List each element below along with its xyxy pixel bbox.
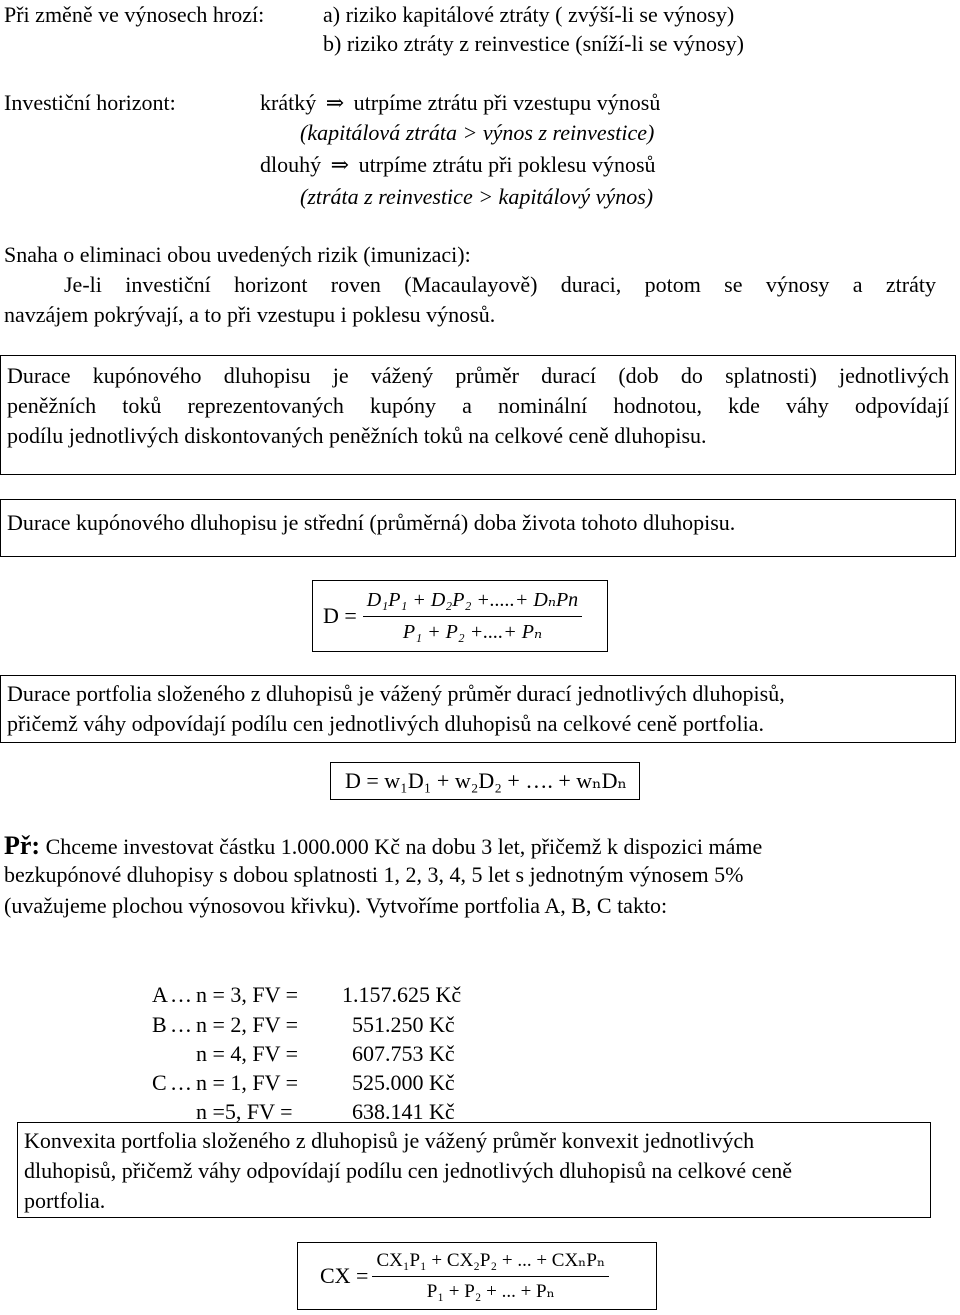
portfolio-duration-line2: přičemž váhy odpovídají podílu cen jednotlivých dluhopisů na celkové ceně portfolia.	[7, 711, 764, 736]
portfolio-ellipsis: …	[170, 981, 192, 1007]
example-line1-text: Chceme investovat částku 1.000.000 Kč na dobu 3 let, přičemž k dispozici máme	[40, 834, 763, 859]
portfolio-duration-box	[0, 675, 956, 743]
portfolio-value: 638.141 Kč	[352, 1098, 455, 1124]
duration-formula-fraction	[363, 587, 582, 646]
convexity-formula-lhs: CX =	[320, 1263, 369, 1289]
example-line1	[4, 828, 762, 863]
example-line3: (uvažujeme plochou výnosovou křivku). Vytvoříme portfolia A, B, C takto:	[4, 893, 668, 918]
convexity-formula-denominator: P₁ + P₂ + ... + Pₙ	[426, 1280, 555, 1302]
portfolio-params: n = 3, FV =	[196, 981, 299, 1007]
horizon-short-note: (kapitálová ztráta > výnos z reinvestice)	[300, 120, 655, 145]
risk-a: a) riziko kapitálové ztráty ( zvýší-li se výnosy)	[323, 2, 735, 27]
weighted-formula-text: D = w₁D₁ + w₂D₂ + …. + wₙDₙ	[345, 768, 628, 794]
portfolio-duration-line1: Durace portfolia složeného z dluhopisů je vážený průměr durací jednotlivých dluhopisů,	[7, 681, 785, 706]
portfolio-value: 607.753 Kč	[352, 1040, 455, 1066]
duration-definition-line2: peněžních toků reprezentovaných kupóny a nominální hodnotou, kde váhy odpovídají	[7, 393, 949, 418]
duration-formula-lhs: D =	[323, 603, 357, 629]
weighted-formula-box	[330, 762, 640, 800]
portfolio-params: n = 2, FV =	[196, 1011, 299, 1037]
horizon-long-word: dlouhý	[260, 152, 322, 177]
portfolio-ellipsis: …	[170, 1069, 192, 1095]
convexity-definition-box	[17, 1122, 931, 1218]
portfolio-value: 1.157.625 Kč	[342, 981, 462, 1007]
portfolio-params: n =5, FV =	[196, 1098, 293, 1124]
horizon-short-text: utrpíme ztrátu při vzestupu výnosů	[353, 90, 661, 115]
portfolio-name: C	[152, 1069, 167, 1095]
example-label: Př:	[4, 831, 41, 860]
duration-definition-line3: podílu jednotlivých diskontovaných peněžních toků na celkové ceně dluhopisu.	[7, 423, 707, 448]
convexity-formula-numerator: CX₁P₁ + CX₂P₂ + ... + CXₙPₙ	[372, 1248, 609, 1277]
portfolio-name: A	[152, 981, 168, 1007]
implies-arrow-icon: ⇒	[330, 152, 350, 177]
immunization-line2: navzájem pokrývají, a to při vzestupu i poklesu výnosů.	[4, 302, 496, 327]
portfolio-params: n = 4, FV =	[196, 1040, 299, 1066]
risk-label: Při změně ve výnosech hrozí:	[4, 2, 265, 27]
convexity-definition-line1: Konvexita portfolia složeného z dluhopisů je vážený průměr konvexit jednotlivých	[24, 1128, 755, 1153]
convexity-formula-box	[297, 1242, 657, 1310]
horizon-long-text: utrpíme ztrátu při poklesu výnosů	[358, 152, 656, 177]
risk-b: b) riziko ztráty z reinvestice (sníží-li se výnosy)	[323, 31, 744, 56]
portfolio-value: 551.250 Kč	[352, 1011, 455, 1037]
horizon-short-row	[260, 88, 660, 118]
immunization-heading: Snaha o eliminaci obou uvedených rizik (imunizaci):	[4, 242, 471, 267]
implies-arrow-icon: ⇒	[325, 90, 345, 115]
portfolio-params: n = 1, FV =	[196, 1069, 299, 1095]
convexity-definition-line2: dluhopisů, přičemž váhy odpovídají podílu cen jednotlivých dluhopisů na celkové ceně	[24, 1158, 792, 1183]
duration-formula-denominator: P₁ + P₂ +....+ Pₙ	[402, 620, 543, 643]
duration-mean-text: Durace kupónového dluhopisu je střední (průměrná) doba života tohoto dluhopisu.	[7, 510, 736, 535]
duration-definition-line1: Durace kupónového dluhopisu je vážený průměr durací (dob do splatnosti) jednotlivých	[7, 363, 949, 388]
duration-mean-box	[0, 499, 956, 557]
duration-formula-numerator: D₁P₁ + D₂P₂ +.....+ DₙPn	[363, 587, 582, 617]
portfolio-value: 525.000 Kč	[352, 1069, 455, 1095]
horizon-long-note: (ztráta z reinvestice > kapitálový výnos)	[300, 184, 654, 209]
duration-definition-box	[0, 355, 956, 475]
portfolio-name: B	[152, 1011, 167, 1037]
example-line2: bezkupónové dluhopisy s dobou splatnosti 1, 2, 3, 4, 5 let s jednotným výnosem 5%	[4, 862, 744, 887]
portfolio-ellipsis: …	[170, 1011, 192, 1037]
immunization-line1: Je-li investiční horizont roven (Macaulayově) duraci, potom se výnosy a ztráty	[64, 272, 936, 297]
horizon-long-row	[260, 150, 656, 180]
horizon-label: Investiční horizont:	[4, 90, 176, 115]
horizon-short-word: krátký	[260, 90, 317, 115]
convexity-formula-fraction	[372, 1248, 609, 1304]
duration-formula-box	[312, 580, 608, 652]
convexity-definition-line3: portfolia.	[24, 1188, 106, 1213]
